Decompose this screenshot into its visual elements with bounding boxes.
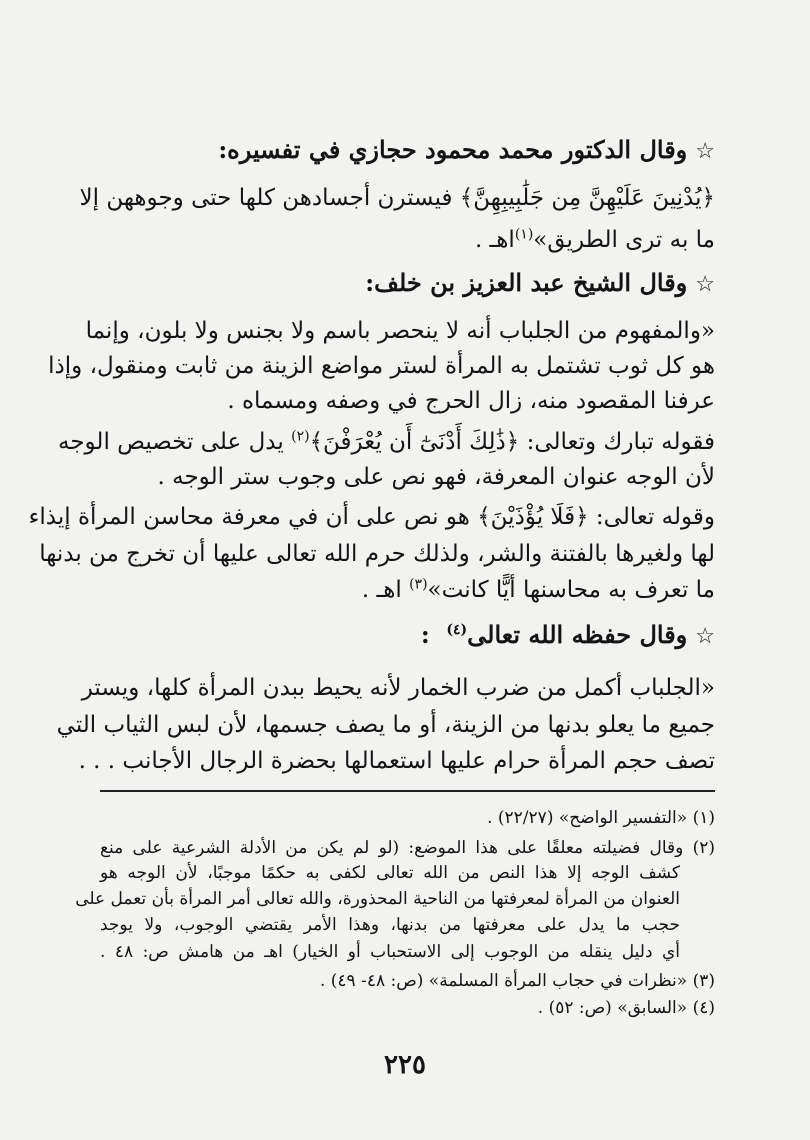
paragraph-line: عرفنا المقصود منه، زال الحرج في وصفه ومسماه . — [227, 388, 715, 414]
footnote-ref: (٣) — [409, 576, 428, 593]
section-heading-hijazi: ☆وقال الدكتور محمد محمود حجازي في تفسيره: — [218, 135, 715, 164]
footnote-ref: (٤) — [446, 622, 468, 638]
paragraph-line: ﴿يُدْنِينَ عَلَيْهِنَّ مِن جَلَٰبِيبِهِنَّ﴾ فيسترن أجسادهن كلها حتى وجوههن إلا — [79, 185, 715, 211]
footnote-2-line: كشف الوجه إلا هذا النص من الله تعالى لكفى به حكمًا موجبًا، لأن الوجه هو — [100, 863, 680, 883]
section-heading-hafizahu: ☆وقال حفظه الله تعالى$^{(٤)}$ : — [420, 620, 715, 649]
paragraph-line: وقوله تعالى: ﴿فَلَا يُؤْذَيْنَ﴾ هو نص على أن في معرفة محاسن المرأة إيذاء — [28, 504, 715, 530]
star-icon: ☆ — [695, 139, 715, 164]
paragraph-line: هو كل ثوب تشتمل به المرأة لستر مواضع الزينة من ثابت ومنقول، وإذا — [48, 353, 715, 379]
footnote-3: (٣) «نظرات في حجاب المرأة المسلمة» (ص: ٤٨- ٤٩) . — [319, 971, 715, 991]
footnote-1: (١) «التفسير الواضح» (٢٢/٢٧) . — [487, 808, 715, 828]
footnote-2-line: حجب ما يدل على معرفتها من بدنها، وهذا الأمر يقتضي الوجوب، ولا يوجد — [100, 915, 680, 935]
star-icon: ☆ — [695, 272, 715, 297]
paragraph-line: لها ولغيرها بالفتنة والشر، ولذلك حرم الله تعالى عليها أن تخرج من بدنها — [39, 541, 715, 567]
footnote-2-line: أي دليل ينقله من الوجوب إلى الاستحباب أو الخيار) اهـ من هامش ص: ٤٨ . — [100, 942, 681, 962]
paragraph-line: «الجلباب أكمل من ضرب الخمار لأنه يحيط ببدن المرأة كلها، ويستر — [81, 675, 715, 701]
footnote-2-line: العنوان من المرأة لمعرفتها من الناحية المحذورة، والله تعالى أمر المرأة بأن تعمل على — [75, 889, 680, 909]
section-heading-khalaf: ☆وقال الشيخ عبد العزيز بن خلف: — [365, 268, 715, 297]
paragraph-line: لأن الوجه عنوان المعرفة، فهو نص على وجوب ستر الوجه . — [157, 464, 715, 490]
footnote-4: (٤) «السابق» (ص: ٥٢) . — [537, 998, 715, 1018]
paragraph-line: جميع ما يعلو بدنها من الزينة، أو ما يصف جسمها، لأن لبس الثياب التي — [56, 712, 715, 738]
footnote-ref: (١) — [514, 226, 534, 243]
paragraph-line: «والمفهوم من الجلباب أنه لا ينحصر باسم ولا بجنس ولا بلون، وإنما — [85, 318, 715, 344]
footnote-divider — [100, 790, 715, 792]
paragraph-line: فقوله تبارك وتعالى: ﴿ذَٰلِكَ أَدْنَىٰٓ أَن يُعْرَفْنَ﴾$^{(٢)}$ يدل على تخصيص الوجه — [58, 428, 715, 455]
footnote-ref: (٢) — [291, 428, 310, 445]
star-icon: ☆ — [695, 624, 715, 649]
page-number: ٢٢٥ — [384, 1050, 426, 1080]
paragraph-line: تصف حجم المرأة حرام عليها استعمالها بحضرة الرجال الأجانب . . . — [78, 748, 715, 774]
paragraph-line: ما به ترى الطريق»$^{(١)}$اهـ . — [474, 226, 715, 253]
paragraph-line: ما تعرف به محاسنها أيًّا كانت»$^{(٣)}$ اهـ . — [361, 576, 715, 603]
footnote-2-line: (٢) وقال فضيلته معلقًا على هذا الموضع: (لو لم يكن من الأدلة الشرعية على منع — [100, 838, 715, 858]
